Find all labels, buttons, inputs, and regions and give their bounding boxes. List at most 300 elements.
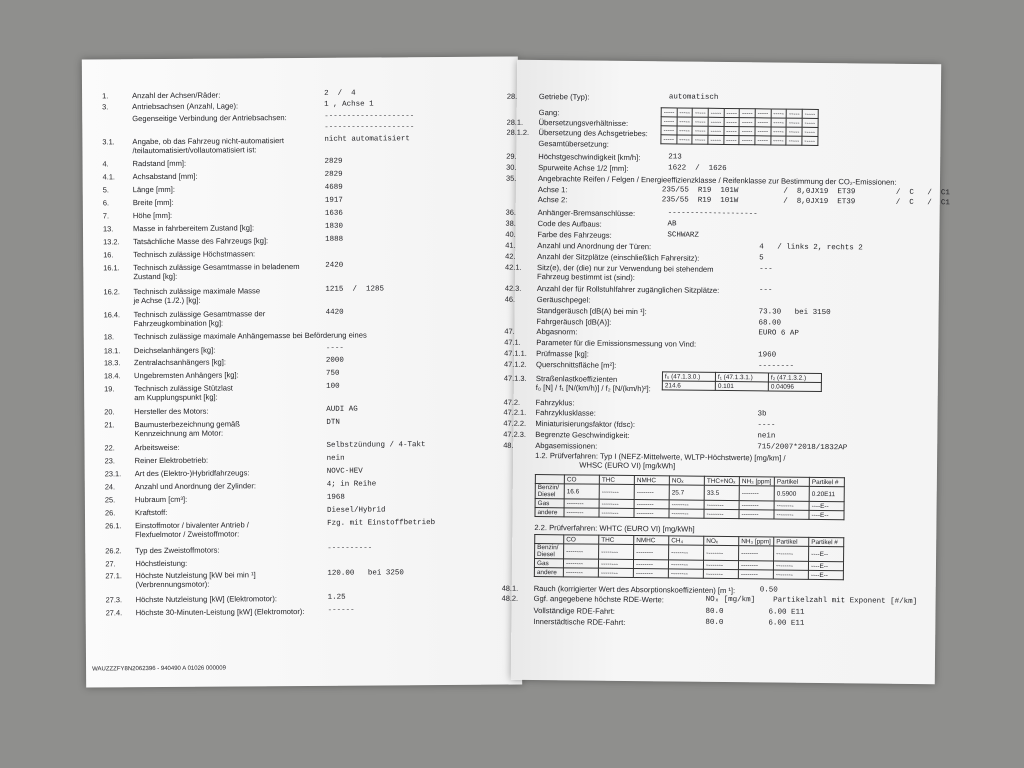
gear-cell: ----- bbox=[755, 109, 771, 118]
right-field-number: 47.1. bbox=[504, 337, 521, 347]
gear-cell: ----- bbox=[739, 109, 755, 118]
left-field-number: 4. bbox=[102, 159, 109, 169]
emission-cell: -------- bbox=[564, 508, 599, 517]
right-field-number: 42. bbox=[505, 251, 516, 261]
right-field-label: Straßenlastkoeffizienten f₀ [N] / f₁ [N/(km/h)] / f₂ [N/(km/h)²]: bbox=[535, 374, 651, 394]
gear-cell: ----- bbox=[724, 117, 740, 126]
left-field-number: 25. bbox=[104, 495, 116, 505]
right-field-label: Fahrzyklusklasse: bbox=[535, 408, 596, 418]
coefficient-cell: 214.6 bbox=[662, 381, 715, 391]
left-field-number: 26.1. bbox=[105, 521, 122, 531]
right-field-value: 68.00 bbox=[758, 319, 782, 328]
emission-header-cell: NH₃ [ppm] bbox=[739, 537, 774, 546]
gear-cell: ----- bbox=[724, 126, 740, 135]
road-load-coefficient-table bbox=[662, 371, 822, 392]
gear-cell: ----- bbox=[708, 126, 724, 135]
right-field-number: 28.1.2. bbox=[506, 127, 530, 137]
gear-cell: ----- bbox=[677, 126, 693, 135]
gear-cell: ----- bbox=[692, 135, 708, 144]
right-field-number: 47.2. bbox=[503, 397, 521, 407]
emission-header-cell: Partikel bbox=[774, 477, 809, 486]
emission-cell: -------- bbox=[633, 560, 668, 569]
left-field-label: Hersteller des Motors: bbox=[134, 406, 209, 417]
emission-cell: -------- bbox=[599, 499, 634, 508]
left-field-value: 2000 bbox=[325, 356, 344, 365]
right-field-number: 48. bbox=[503, 440, 514, 450]
emission-cell: 0.5900 bbox=[774, 486, 809, 501]
right-field-number: 42.3. bbox=[504, 283, 522, 293]
left-field-number: 18.1. bbox=[103, 346, 121, 356]
gear-cell: ----- bbox=[724, 108, 740, 117]
right-field-number: 48.1. bbox=[501, 583, 519, 593]
left-field-label: Technisch zulässige Gesamtmasse der Fahrzeugkombination [kg]: bbox=[133, 309, 266, 329]
left-field-number: 18.3. bbox=[103, 358, 121, 368]
right-field-label: Gang: bbox=[538, 108, 560, 118]
right-field-value: NOₓ [mg/km] Partikelzahl mit Exponent [#/km] bbox=[705, 595, 918, 607]
left-field-value: 1.25 bbox=[327, 593, 346, 602]
left-field-number: 4.1. bbox=[102, 172, 115, 182]
right-field-label: Anhänger-Bremsanschlüsse: bbox=[537, 208, 636, 219]
emission-cell: -------- bbox=[739, 546, 774, 561]
right-field-value: 1622 / 1626 bbox=[668, 164, 727, 173]
emission-cell: -------- bbox=[564, 499, 599, 508]
right-field-number: 47.2.3. bbox=[503, 429, 526, 439]
left-field-label: Gegenseitige Verbindung der Antriebsachsen: bbox=[132, 113, 287, 124]
right-field-label: 2.2. Prüfverfahren: WHTC (EURO VI) [mg/kWh] bbox=[534, 523, 695, 534]
emission-cell: -------- bbox=[634, 509, 669, 518]
emission-header-cell: THC bbox=[599, 475, 634, 484]
left-field-value: 120.00 bei 3250 bbox=[327, 569, 404, 578]
right-field-label: Prüfmasse [kg]: bbox=[536, 349, 589, 359]
emission-cell: -------- bbox=[703, 560, 738, 569]
coefficient-cell: 0.101 bbox=[715, 381, 768, 391]
emission-cell: -------- bbox=[668, 560, 703, 569]
emission-header-cell: Partikel # bbox=[809, 477, 844, 486]
left-field-value: 2420 bbox=[325, 261, 344, 270]
gear-cell: ----- bbox=[708, 117, 724, 126]
left-field-value: NOVC-HEV bbox=[326, 467, 363, 476]
right-field-number: 47.1.3. bbox=[503, 373, 527, 383]
right-field-number: 46. bbox=[504, 294, 516, 304]
left-field-number: 20. bbox=[104, 407, 115, 417]
right-field-value: 5 bbox=[759, 254, 764, 263]
left-field-number: 23. bbox=[104, 456, 115, 466]
left-field-number: 18.4. bbox=[103, 371, 121, 381]
gear-cell: ----- bbox=[802, 118, 818, 127]
right-field-label: Gesamtübersetzung: bbox=[538, 139, 609, 149]
right-field-label: Höchstgeschwindigkeit [km/h]: bbox=[538, 152, 641, 163]
left-field-label: Radstand [mm]: bbox=[132, 158, 187, 169]
right-field-label: Miniaturisierungsfaktor (fdsc): bbox=[535, 419, 636, 430]
right-field-label: Abgasemissionen: bbox=[535, 441, 598, 451]
left-field-value: ---- bbox=[325, 344, 344, 353]
right-field-label: Übersetzungsverhältnisse: bbox=[538, 118, 629, 128]
emission-cell: -------- bbox=[669, 545, 704, 560]
left-field-label: Angabe, ob das Fahrzeug nicht-automatisiert /teilautomatisiert/vollautomatisiert ist: bbox=[132, 136, 284, 156]
emission-cell: -------- bbox=[773, 570, 808, 579]
left-field-label: Achsabstand [mm]: bbox=[132, 171, 198, 182]
left-field-value: 1215 / 1285 bbox=[325, 285, 384, 294]
left-field-value: 750 bbox=[325, 369, 340, 378]
left-field-value: DTN bbox=[326, 418, 340, 427]
left-field-number: 27.1. bbox=[105, 571, 122, 581]
emission-header-cell: Partikel bbox=[774, 537, 809, 546]
gear-cell: ----- bbox=[677, 135, 693, 144]
gear-cell: ----- bbox=[739, 118, 755, 127]
emission-cell: -------- bbox=[563, 559, 598, 568]
left-field-number: 5. bbox=[102, 185, 109, 195]
gear-cell: ----- bbox=[786, 109, 802, 118]
left-field-number: 16.2. bbox=[103, 287, 120, 297]
left-field-label: Technisch zulässige maximale Masse je Achse (1./2.) [kg]: bbox=[133, 286, 261, 306]
left-field-value: 100 bbox=[326, 382, 340, 391]
right-field-number: 41. bbox=[505, 240, 516, 250]
gear-cell: ----- bbox=[724, 135, 740, 144]
right-field-value: 715/2007*2018/1832AP bbox=[757, 443, 848, 453]
right-field-number: 28. bbox=[506, 91, 518, 101]
left-field-label: Höchste 30-Minuten-Leistung [kW] (Elektromotor): bbox=[135, 606, 305, 618]
left-field-label: Technisch zulässige Gesamtmasse in beladenem Zustand [kg]: bbox=[133, 262, 300, 282]
right-field-number: 36. bbox=[505, 207, 516, 217]
right-field-value: ---- bbox=[757, 421, 776, 430]
right-field-label: Rauch (korrigierter Wert des Absorptionskoeffizienten) [m ¹]: bbox=[533, 583, 736, 596]
emission-cell: ----E-- bbox=[809, 546, 844, 561]
emission-cell: -------- bbox=[633, 569, 668, 578]
right-field-value: --- bbox=[758, 286, 773, 295]
left-field-value: 4420 bbox=[325, 308, 344, 317]
emission-cell: -------- bbox=[704, 509, 739, 518]
left-field-number: 27. bbox=[105, 559, 116, 569]
left-field-value: ---------- bbox=[327, 544, 373, 553]
right-field-label: Ggf. angegebene höchste RDE-Werte: bbox=[533, 593, 664, 605]
right-field-number: 29. bbox=[506, 151, 517, 161]
emission-cell: -------- bbox=[703, 569, 738, 578]
left-field-label: Zentralachsanhängers [kg]: bbox=[133, 357, 226, 368]
left-field-value: 4; in Reihe bbox=[326, 480, 377, 489]
right-field-label: Fahrgeräusch [dB(A)]: bbox=[536, 317, 612, 327]
right-field-label: Vollständige RDE-Fahrt: bbox=[533, 605, 616, 616]
emission-cell: ----E-- bbox=[808, 561, 843, 570]
right-field-value: -------------------- bbox=[667, 209, 758, 219]
right-field-label: Angebrachte Reifen / Felgen / Energieeffizienzklasse / Reifenklasse zur Bestimmung der CO₂-Emissionen: bbox=[537, 174, 897, 187]
emission-cell: -------- bbox=[634, 500, 669, 509]
right-field-value: nein bbox=[757, 432, 776, 441]
right-field-number: 47.1.2. bbox=[504, 359, 527, 369]
right-field-value: 1960 bbox=[758, 351, 777, 360]
gear-cell: ----- bbox=[708, 108, 724, 117]
right-field-number: 47. bbox=[504, 326, 515, 336]
emission-cell: -------- bbox=[668, 569, 703, 578]
emission-cell: -------- bbox=[704, 545, 739, 560]
gear-cell: ----- bbox=[771, 118, 787, 127]
right-field-label: 1.2. Prüfverfahren: Typ I (NEFZ-Mittelwerte, WLTP-Höchstwerte) [mg/km] / WHSC (EURO VI) [mg/kWh] bbox=[534, 451, 786, 471]
left-field-label: Einstoffmotor / bivalenter Antrieb / Flexfuelmotor / Zweistoffmotor: bbox=[135, 520, 249, 540]
right-field-number: 47.2.2. bbox=[503, 418, 527, 428]
emission-table bbox=[534, 534, 844, 580]
right-field-value: 235/55 R19 101W / 8,0JX19 ET39 / C / C1 bbox=[661, 196, 950, 208]
right-field-number: 47.2.1. bbox=[503, 407, 527, 417]
left-field-number: 3.1. bbox=[102, 137, 115, 147]
left-field-label: Baumusterbezeichnung gemäß Kennzeichnung am Motor: bbox=[134, 419, 240, 439]
coefficient-cell: f₂ (47.1.3.2.) bbox=[768, 373, 821, 383]
right-field-label: Spurweite Achse 1/2 [mm]: bbox=[538, 163, 629, 173]
emission-cell: 33.5 bbox=[704, 485, 739, 500]
left-field-label: Reiner Elektrobetrieb: bbox=[134, 455, 209, 466]
left-field-label: Tatsächliche Masse des Fahrzeugs [kg]: bbox=[133, 236, 269, 247]
emission-header-cell: NMHC bbox=[634, 536, 669, 545]
gear-cell: ----- bbox=[661, 135, 677, 144]
left-field-number: 3. bbox=[102, 102, 109, 112]
left-field-value: 1830 bbox=[324, 222, 344, 231]
emission-cell: -------- bbox=[669, 509, 704, 518]
coefficient-cell: f₁ (47.1.3.1.) bbox=[715, 372, 768, 382]
left-field-value: 1636 bbox=[324, 209, 343, 218]
left-field-number: 6. bbox=[102, 198, 110, 208]
left-field-value: AUDI AG bbox=[326, 405, 358, 414]
left-field-value: nein bbox=[326, 454, 345, 463]
left-field-label: Breite [mm]: bbox=[132, 197, 174, 208]
gear-cell: ----- bbox=[786, 118, 802, 127]
left-field-number: 19. bbox=[104, 384, 115, 394]
emission-cell: Benzin/ Diesel bbox=[535, 484, 564, 499]
right-field-label: Fahrzyklus: bbox=[535, 398, 575, 408]
right-field-number: 48.2. bbox=[501, 593, 519, 603]
left-field-value: Fzg. mit Einstoffbetrieb bbox=[327, 519, 436, 528]
left-field-label: Technisch zulässige Höchstmassen: bbox=[133, 249, 256, 260]
right-field-label: Farbe des Fahrzeugs: bbox=[537, 230, 612, 240]
left-field-label: Länge [mm]: bbox=[132, 184, 175, 195]
left-field-label: Höhe [mm]: bbox=[132, 210, 173, 221]
right-field-label: Begrenzte Geschwindigkeit: bbox=[535, 430, 630, 440]
gear-cell: ----- bbox=[802, 127, 818, 136]
left-field-number: 16.1. bbox=[103, 263, 120, 273]
left-field-label: Anzahl der Achsen/Räder: bbox=[132, 90, 221, 101]
right-field-label: Achse 1: bbox=[537, 185, 568, 195]
left-field-label: Technisch zulässige maximale Anhängemasse bei Beförderung eines bbox=[133, 330, 367, 342]
emission-cell: -------- bbox=[599, 484, 634, 499]
right-field-number: 42.1. bbox=[505, 262, 522, 272]
left-field-label: Art des (Elektro-)Hybridfahrzeugs: bbox=[134, 468, 250, 479]
gear-cell: ----- bbox=[692, 117, 708, 126]
right-field-label: Sitz(e), der (die) nur zur Verwendung bei stehendem Fahrzeug bestimmt ist (sind): bbox=[536, 263, 714, 283]
right-field-number: 38. bbox=[505, 218, 516, 228]
left-field-number: 26. bbox=[104, 508, 116, 518]
left-document-page bbox=[82, 56, 522, 687]
emission-header-cell: THC+NOₓ bbox=[704, 476, 739, 485]
gear-cell: ----- bbox=[755, 136, 771, 145]
left-field-label: Deichselanhängers [kg]: bbox=[133, 345, 216, 356]
emission-cell: ----E-- bbox=[809, 510, 844, 519]
gear-cell: ----- bbox=[739, 127, 755, 136]
emission-cell: -------- bbox=[598, 559, 633, 568]
emission-header-cell: CO bbox=[564, 535, 599, 544]
left-field-number: 26.2. bbox=[105, 546, 122, 556]
gear-cell: ----- bbox=[786, 127, 802, 136]
right-field-value: 73.30 bei 3150 bbox=[758, 308, 831, 318]
emission-table bbox=[534, 474, 844, 520]
left-field-value: 4689 bbox=[324, 183, 343, 192]
left-field-label: Arbeitsweise: bbox=[134, 442, 180, 453]
right-field-label: Anzahl der für Rollstuhlfahrer zugänglichen Sitzplätze: bbox=[536, 284, 720, 295]
emission-cell: 25.7 bbox=[669, 485, 704, 500]
right-field-label: Übersetzung des Achsgetriebes: bbox=[538, 128, 648, 139]
coefficient-cell: 0.04096 bbox=[768, 382, 821, 392]
emission-header-cell bbox=[535, 475, 564, 484]
right-field-value: automatisch bbox=[668, 93, 719, 102]
right-field-value: --- bbox=[759, 265, 773, 274]
emission-cell: andere bbox=[535, 508, 564, 517]
emission-cell: -------- bbox=[704, 500, 739, 509]
right-field-label: Innerstädtische RDE-Fahrt: bbox=[533, 616, 626, 627]
emission-header-cell: NMHC bbox=[634, 476, 669, 485]
right-field-value: 213 bbox=[668, 153, 682, 162]
left-field-label: Höchste Nutzleistung [kW bei min ¹] (Verbrennungsmotor): bbox=[135, 570, 256, 590]
left-field-value: -------------------- bbox=[324, 112, 415, 121]
right-field-label: Anzahl der Sitzplätze (einschließlich Fahrersitz): bbox=[537, 252, 700, 263]
left-field-value: ------ bbox=[327, 606, 355, 615]
emission-header-cell: CH₄ bbox=[669, 536, 704, 545]
left-field-number: 7. bbox=[102, 211, 110, 221]
emission-cell: -------- bbox=[774, 546, 809, 561]
left-field-label: Anzahl und Anordnung der Zylinder: bbox=[134, 481, 256, 492]
right-field-label: Querschnittsfläche [m²]: bbox=[536, 360, 617, 370]
emission-cell: 0.20E11 bbox=[809, 486, 844, 501]
emission-cell: -------- bbox=[599, 544, 634, 559]
emission-cell: 16.6 bbox=[564, 484, 599, 499]
left-field-number: 1. bbox=[102, 91, 109, 101]
left-field-number: 24. bbox=[104, 482, 116, 492]
left-field-value: 1968 bbox=[326, 493, 345, 502]
right-field-value: SCHWARZ bbox=[667, 231, 699, 240]
right-field-number: 28.1. bbox=[506, 117, 524, 127]
emission-cell: -------- bbox=[739, 510, 774, 519]
left-field-number: 21. bbox=[104, 420, 115, 430]
document-footer-code: WAUZZZFY8N2062396 - 940490 A 01026 000009 bbox=[92, 665, 226, 673]
gear-cell: ----- bbox=[661, 117, 677, 126]
emission-cell: -------- bbox=[563, 568, 598, 577]
left-field-number: 27.4. bbox=[105, 608, 123, 618]
emission-header-cell: Partikel # bbox=[809, 537, 844, 546]
right-field-label: Anzahl und Anordnung der Türen: bbox=[537, 241, 652, 252]
left-field-number: 22. bbox=[104, 443, 115, 453]
emission-header-cell bbox=[535, 535, 564, 544]
gear-cell: ----- bbox=[770, 136, 786, 145]
left-field-value: 1917 bbox=[324, 196, 343, 205]
emission-cell: -------- bbox=[564, 544, 599, 559]
emission-cell: ----E-- bbox=[809, 501, 844, 510]
emission-cell: -------- bbox=[773, 561, 808, 570]
gear-cell: ----- bbox=[755, 127, 771, 136]
gear-cell: ----- bbox=[677, 117, 693, 126]
emission-header-cell: NOₓ bbox=[704, 536, 739, 545]
gear-cell: ----- bbox=[661, 126, 677, 135]
left-field-label: Antriebsachsen (Anzahl, Lage): bbox=[132, 101, 239, 112]
right-field-label: Achse 2: bbox=[537, 195, 568, 205]
right-field-value: -------- bbox=[758, 362, 795, 371]
left-field-label: Höchste Nutzleistung [kW] (Elektromotor): bbox=[135, 594, 277, 605]
gear-cell: ----- bbox=[677, 108, 693, 117]
left-field-number: 27.3. bbox=[105, 595, 123, 605]
emission-header-cell: NH₃ [ppm] bbox=[739, 477, 774, 486]
left-field-number: 13. bbox=[102, 224, 114, 234]
left-field-value: -------------------- bbox=[324, 123, 415, 132]
gear-cell: ----- bbox=[692, 126, 708, 135]
gear-cell: ----- bbox=[802, 109, 818, 118]
left-field-label: Typ des Zweistoffmotors: bbox=[135, 545, 220, 556]
right-field-label: Abgasnorm: bbox=[536, 327, 578, 337]
emission-cell: -------- bbox=[598, 568, 633, 577]
gear-cell: ----- bbox=[755, 118, 771, 127]
left-field-value: 2829 bbox=[324, 170, 343, 179]
right-field-label: Standgeräusch [dB(A) bei min ¹]: bbox=[536, 306, 647, 317]
gear-cell: ----- bbox=[771, 109, 787, 118]
left-field-value: nicht automatisiert bbox=[324, 135, 410, 144]
right-field-value: EURO 6 AP bbox=[758, 329, 799, 338]
emission-cell: Gas bbox=[534, 559, 563, 568]
right-field-number: 47.1.1. bbox=[504, 348, 527, 358]
gear-cell: ----- bbox=[802, 136, 818, 145]
emission-cell: Gas bbox=[535, 499, 564, 508]
emission-cell: Benzin/ Diesel bbox=[535, 544, 564, 559]
gear-cell: ----- bbox=[771, 127, 787, 136]
right-field-value: 3b bbox=[757, 410, 767, 419]
left-field-number: 23.1. bbox=[104, 469, 122, 479]
right-field-number: 35. bbox=[505, 173, 517, 183]
gear-cell: ----- bbox=[739, 136, 755, 145]
emission-header-cell: CO bbox=[564, 475, 599, 484]
right-field-value: AB bbox=[667, 220, 677, 229]
left-field-value: 2829 bbox=[324, 157, 343, 166]
emission-cell: -------- bbox=[634, 485, 669, 500]
gear-cell: ----- bbox=[708, 135, 724, 144]
emission-cell: -------- bbox=[774, 510, 809, 519]
left-field-value: 1888 bbox=[325, 235, 344, 244]
right-field-label: Parameter für die Emissionsmessung von Vind: bbox=[536, 338, 697, 349]
right-field-value: 80.0 6.00 E11 bbox=[705, 607, 805, 617]
emission-cell: -------- bbox=[669, 500, 704, 509]
gear-cell: ----- bbox=[692, 108, 708, 117]
emission-cell: -------- bbox=[739, 501, 774, 510]
right-field-label: Getriebe (Typ): bbox=[538, 92, 590, 102]
coefficient-cell: f₀ (47.1.3.0.) bbox=[662, 372, 715, 382]
emission-cell: -------- bbox=[599, 508, 634, 517]
emission-cell: -------- bbox=[774, 501, 809, 510]
left-field-value: Diesel/Hybrid bbox=[326, 506, 386, 515]
left-field-number: 16. bbox=[103, 250, 114, 260]
left-field-label: Kraftstoff: bbox=[134, 507, 168, 518]
left-field-number: 16.4. bbox=[103, 310, 121, 320]
right-field-value: 4 / links 2, rechts 2 bbox=[759, 243, 863, 253]
emission-cell: -------- bbox=[738, 570, 773, 579]
emission-cell: -------- bbox=[738, 561, 773, 570]
right-field-number: 40. bbox=[505, 229, 516, 239]
left-field-label: Hubraum [cm³]: bbox=[134, 494, 188, 505]
left-field-value: Selbstzündung / 4-Takt bbox=[326, 441, 426, 450]
right-field-number: 30. bbox=[506, 162, 517, 172]
emission-cell: andere bbox=[534, 568, 563, 577]
left-field-label: Masse in fahrbereitem Zustand [kg]: bbox=[132, 223, 255, 234]
emission-header-cell: THC bbox=[599, 535, 634, 544]
right-field-label: Code des Aufbaus: bbox=[537, 219, 602, 229]
left-field-value: 2 / 4 bbox=[324, 89, 356, 98]
left-field-label: Höchstleistung: bbox=[135, 558, 188, 569]
emission-cell: -------- bbox=[739, 486, 774, 501]
left-field-number: 18. bbox=[103, 332, 115, 342]
gear-cell: ----- bbox=[661, 108, 677, 117]
emission-header-cell: NOₓ bbox=[669, 476, 704, 485]
emission-cell: -------- bbox=[634, 545, 669, 560]
emission-cell: ----E-- bbox=[808, 570, 843, 579]
